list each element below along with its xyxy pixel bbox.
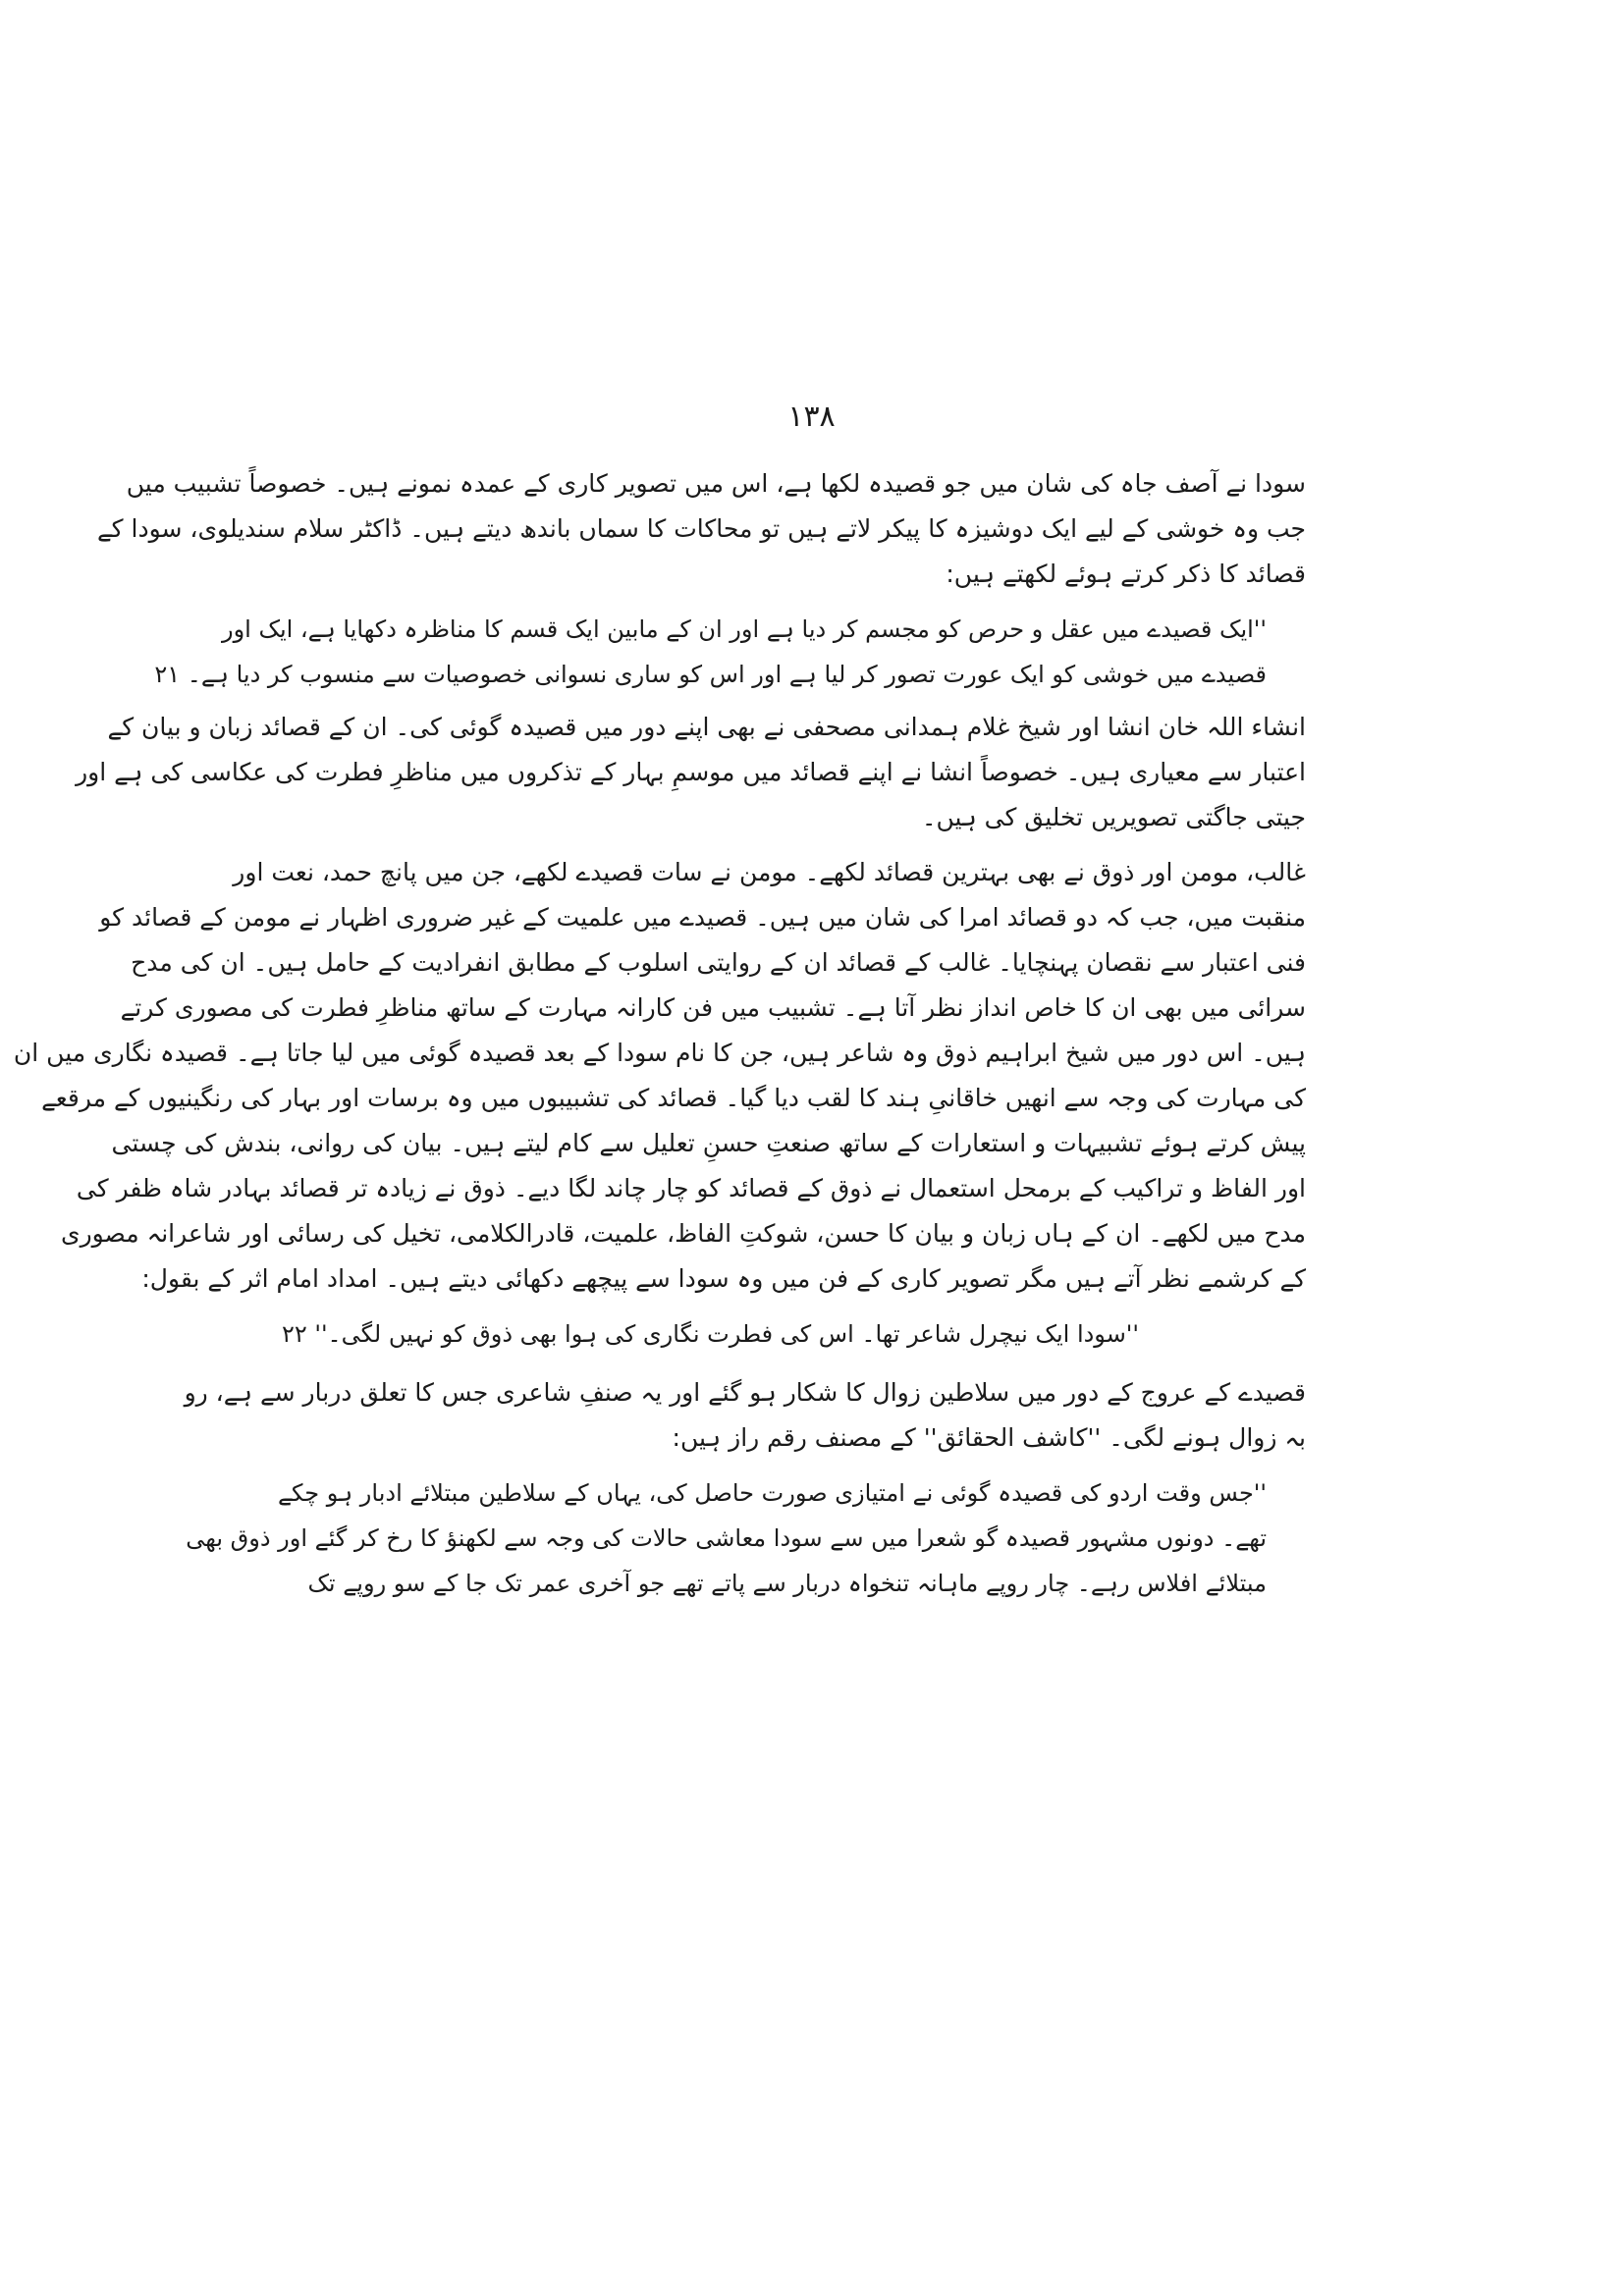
text-line: قصائد کا ذکر کرتے ہوئے لکھتے ہیں: <box>946 560 1306 588</box>
block-quote <box>281 1311 1139 1357</box>
text-line: کے کرشمے نظر آتے ہیں مگر تصویر کاری کے فن میں وہ سودا سے پیچھے دکھائی دیتے ہیں۔ امداد امام اثر کے بقول: <box>141 1264 1306 1293</box>
text-line: جب وہ خوشی کے لیے ایک دوشیزہ کا پیکر لاتے ہیں تو محاکات کا سماں باندھ دیتے ہیں۔ ڈاکٹر سلام سندیلوی، سودا کے <box>97 514 1306 543</box>
text-line: ''ایک قصیدے میں عقل و حرص کو مجسم کر دیا ہے اور ان کے مابین ایک قسم کا مناظرہ دکھایا ہے، ایک اور <box>221 615 1267 643</box>
body-text <box>13 461 1306 1614</box>
paragraph <box>76 705 1306 840</box>
paragraph <box>97 461 1306 597</box>
text-line: پیش کرتے ہوئے تشبیہات و استعارات کے ساتھ صنعتِ حسنِ تعلیل سے کام لیتے ہیں۔ بیان کی روانی، بندش کی چستی <box>111 1129 1306 1157</box>
text-line: مبتلائے افلاس رہے۔ چار روپے ماہانہ تنخواہ دربار سے پاتے تھے جو آخری عمر تک جا کے سو روپے تک <box>307 1570 1267 1597</box>
text-line: سودا نے آصف جاہ کی شان میں جو قصیدہ لکھا ہے، اس میں تصویر کاری کے عمدہ نمونے ہیں۔ خصوصاً تشبیب میں <box>126 469 1306 498</box>
text-line: مدح میں لکھے۔ ان کے ہاں زبان و بیان کا حسن، شوکتِ الفاظ، علمیت، قادرالکلامی، تخیل کی رسائی اور شاعرانہ مصوری <box>61 1219 1306 1248</box>
text-line: بہ زوال ہونے لگی۔ ''کاشف الحقائق'' کے مصنف رقم راز ہیں: <box>672 1423 1306 1452</box>
text-line: سرائی میں بھی ان کا خاص انداز نظر آتا ہے۔ تشبیب میں فن کارانہ مہارت کے ساتھ مناظرِ فطرت کی مصوری کرتے <box>120 993 1306 1022</box>
text-line: غالب، مومن اور ذوق نے بھی بہترین قصائد لکھے۔ مومن نے سات قصیدے لکھے، جن میں پانچ حمد، نعت اور <box>233 858 1306 886</box>
text-line: فنی اعتبار سے نقصان پہنچایا۔ غالب کے قصائد ان کے روایتی اسلوب کے مطابق انفرادیت کے حامل ہیں۔ ان کی مدح <box>131 948 1306 977</box>
page-number: ۱۳۸ <box>787 400 836 434</box>
text-line: انشاء اللہ خان انشا اور شیخ غلام ہمدانی مصحفی نے بھی اپنے دور میں قصیدہ گوئی کی۔ ان کے قصائد زبان و بیان کے <box>107 713 1306 741</box>
text-line: منقبت میں، جب کہ دو قصائد امرا کی شان میں ہیں۔ قصیدے میں علمیت کے غیر ضروری اظہار نے مومن کے قصائد کو <box>99 903 1306 932</box>
text-line: ''جس وقت اردو کی قصیدہ گوئی نے امتیازی صورت حاصل کی، یہاں کے سلاطین مبتلائے ادبار ہو چکے <box>277 1479 1267 1507</box>
text-line: تھے۔ دونوں مشہور قصیدہ گو شعرا میں سے سودا معاشی حالات کی وجہ سے لکھنؤ کا رخ کر گئے اور ذوق بھی <box>186 1524 1267 1552</box>
text-line: اعتبار سے معیاری ہیں۔ خصوصاً انشا نے اپنے قصائد میں موسمِ بہار کے تذکروں میں مناظرِ فطرت کی عکاسی کی ہے اور <box>76 758 1306 786</box>
text-line: ہیں۔ اس دور میں شیخ ابراہیم ذوق وہ شاعر ہیں، جن کا نام سودا کے بعد قصیدہ گوئی میں لیا جاتا ہے۔ قصیدہ نگاری میں ان <box>13 1039 1306 1067</box>
text-line: کی مہارت کی وجہ سے انھیں خاقانیِ ہند کا لقب دیا گیا۔ قصائد کی تشبیبوں میں وہ برسات اور بہار کی رنگینیوں کے مرقعے <box>41 1084 1306 1112</box>
text-line: قصیدے کے عروج کے دور میں سلاطین زوال کا شکار ہو گئے اور یہ صنفِ شاعری جس کا تعلق دربار سے ہے، رو <box>184 1378 1306 1407</box>
text-line: اور الفاظ و تراکیب کے برمحل استعمال نے ذوق کے قصائد کو چار چاند لگا دیے۔ ذوق نے زیادہ تر قصائد بہادر شاہ ظفر کی <box>76 1174 1306 1202</box>
text-line: جیتی جاگتی تصویریں تخلیق کی ہیں۔ <box>921 803 1306 831</box>
text-line: قصیدے میں خوشی کو ایک عورت تصور کر لیا ہے اور اس کو ساری نسوانی خصوصیات سے منسوب کر دیا ہے۔ ۲۱ <box>154 661 1267 688</box>
paragraph <box>13 850 1306 1302</box>
text-line: ''سودا ایک نیچرل شاعر تھا۔ اس کی فطرت نگاری کی ہوا بھی ذوق کو نہیں لگی۔'' ۲۲ <box>281 1320 1139 1348</box>
block-quote <box>186 1470 1267 1606</box>
block-quote <box>154 607 1267 697</box>
paragraph <box>184 1370 1306 1461</box>
